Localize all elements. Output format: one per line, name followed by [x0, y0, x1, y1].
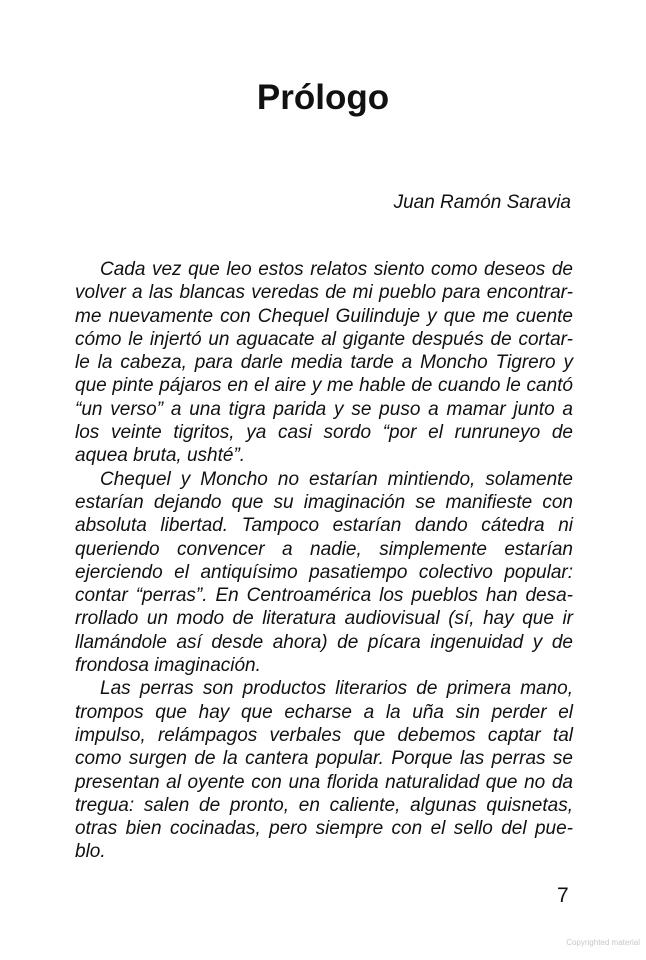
text-line: presentan al oyente con una florida naturalidad que no da: [75, 771, 573, 793]
text-line: “un verso” a una tigra parida y se puso a mamar junto a: [75, 398, 573, 420]
text-line: ejerciendo el antiquísimo pasatiempo colectivo popular:: [75, 561, 573, 583]
text-line: como surgen de la cantera popular. Porque las perras se: [75, 748, 573, 770]
text-line: Las perras son productos literarios de primera mano,: [100, 678, 573, 700]
body-text: [75, 258, 573, 864]
page-number: 7: [557, 884, 569, 907]
text-line: aquea bruta, ushté”.: [75, 445, 246, 467]
text-line: absoluta libertad. Tampoco estarían dando cátedra ni: [75, 515, 573, 537]
text-line: llamándole así desde ahora) de pícara ingenuidad y de: [75, 631, 573, 653]
text-line: estarían dejando que su imaginación se manifieste con: [75, 491, 573, 513]
text-line: blo.: [75, 841, 106, 863]
page-title: Prólogo: [256, 78, 390, 117]
author-name: Juan Ramón Saravia: [393, 192, 571, 213]
text-line: le la cabeza, para darle media tarde a Moncho Tigrero y: [75, 352, 573, 374]
text-line: rrollado un modo de literatura audiovisual (sí, hay que ir: [75, 608, 573, 630]
copyright-watermark: Copyrighted material: [566, 938, 640, 947]
text-line: trompos que hay que echarse a la uña sin perder el: [75, 701, 573, 723]
text-line: tregua: salen de pronto, en caliente, algunas quisnetas,: [75, 794, 573, 816]
text-line: los veinte tigritos, ya casi sordo “por el runruneyo de: [75, 422, 573, 444]
text-line: volver a las blancas veredas de mi pueblo para encontrar-: [75, 282, 573, 304]
text-line: frondosa imaginación.: [75, 655, 261, 677]
text-line: que pinte pájaros en el aire y me hable de cuando le cantó: [75, 375, 573, 397]
text-line: queriendo convencer a nadie, simplemente estarían: [75, 538, 573, 560]
text-line: cómo le injertó un aguacate al gigante después de cortar-: [75, 328, 573, 350]
text-line: me nuevamente con Chequel Guilinduje y que me cuente: [75, 305, 573, 327]
text-line: otras bien cocinadas, pero siempre con el sello del pue-: [75, 818, 573, 840]
text-line: impulso, relámpagos verbales que debemos captar tal: [75, 724, 573, 746]
text-line: contar “perras”. En Centroamérica los pueblos han desa-: [75, 585, 573, 607]
text-line: Chequel y Moncho no estarían mintiendo, solamente: [100, 468, 573, 490]
text-line: Cada vez que leo estos relatos siento como deseos de: [100, 259, 573, 280]
